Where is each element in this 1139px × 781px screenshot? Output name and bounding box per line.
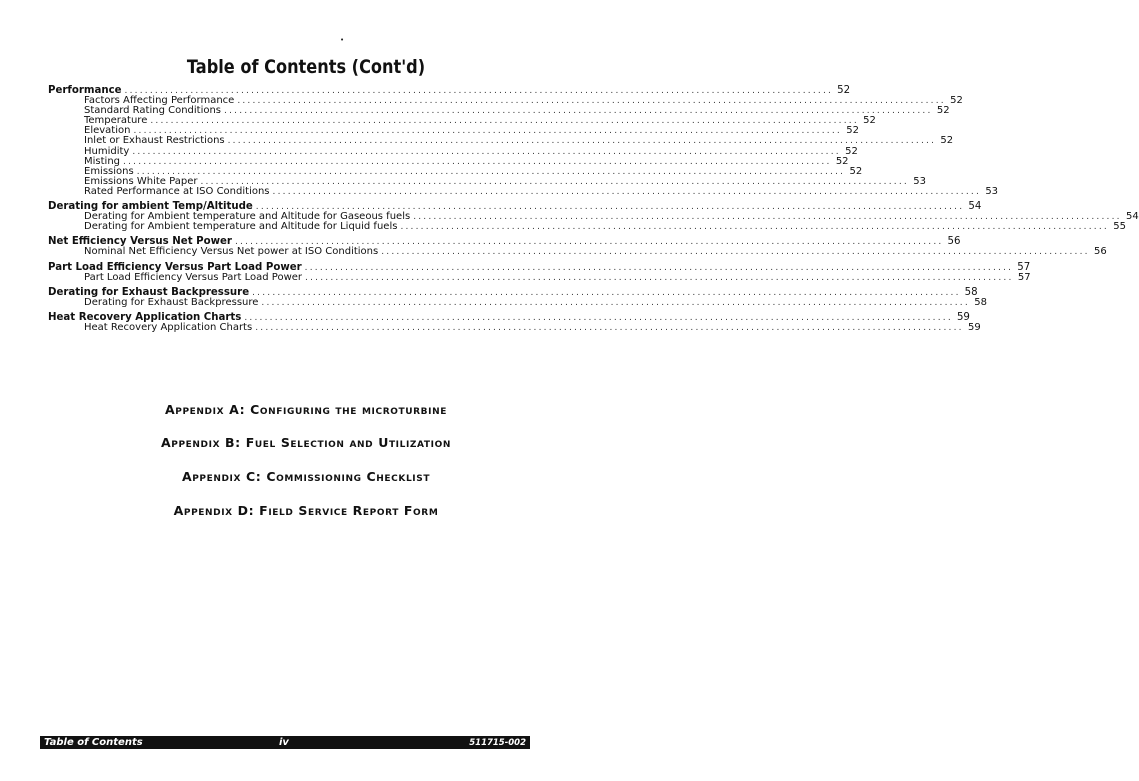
toc-entry-label: Temperature (84, 115, 148, 127)
toc-entry (48, 321, 981, 333)
toc-entry-page: 52 (940, 135, 954, 147)
appendix-c-heading: Appendix C: Commissioning Checklist (181, 469, 431, 484)
toc-entry-page: 52 (837, 85, 851, 96)
toc-entry (48, 246, 1107, 258)
toc-entry-page: 59 (968, 321, 981, 333)
toc-entry-label: Humidity (84, 145, 130, 157)
appendix-a-heading: Appendix A: Configuring the microturbine (165, 402, 447, 417)
footer-document-number: 511715-002 (469, 737, 526, 748)
toc-entry-page: 52 (849, 165, 863, 177)
leader-dots: ............................................................................................................................................ (227, 136, 937, 147)
toc-entry-label: Derating for Ambient temperature and Altitude for Liquid fuels (84, 221, 398, 233)
leader-dots: ............................................................................................................................................ (123, 156, 832, 167)
toc-entry-page: 56 (947, 236, 961, 248)
toc-entry-page: 54 (1125, 211, 1139, 223)
toc-entry-label: Inlet or Exhaust Restrictions (84, 135, 225, 147)
toc-entry-page: 56 (1094, 246, 1107, 258)
leader-dots: ............................................................................................................................................ (255, 322, 964, 333)
toc-entry-label: Standard Rating Conditions (84, 105, 222, 117)
toc-entry-label: Net Efficiency Versus Net Power (48, 236, 232, 248)
leader-dots: ............................................................................................................................................ (252, 287, 961, 298)
toc-entry-page: 52 (835, 155, 849, 167)
footer-section-title: Table of Contents (44, 737, 143, 748)
leader-dots: ............................................................................................................................................ (305, 272, 1014, 283)
toc-entry-label: Part Load Efficiency Versus Part Load Power (48, 261, 302, 273)
toc-entry-label: Derating for ambient Temp/Altitude (48, 201, 253, 213)
toc-entry-label: Nominal Net Efficiency Versus Net power at ISO Conditions (84, 246, 379, 258)
leader-dots: ............................................................................................................................................ (200, 176, 909, 187)
toc-entry-label: Emissions (84, 165, 134, 177)
leader-dots: ............................................................................................................................................ (272, 186, 982, 197)
toc-entry (48, 271, 1031, 283)
toc-entry-page: 52 (846, 125, 859, 137)
toc-entry-page: 58 (974, 296, 987, 308)
toc-entry-label: Derating for Exhaust Backpressure (48, 286, 250, 298)
toc-entry-label: Derating for Exhaust Backpressure (84, 296, 259, 308)
leader-dots: ............................................................................................................................................ (234, 237, 944, 248)
toc-entry-label: Performance (48, 85, 122, 96)
leader-dots: ............................................................................................................................................ (255, 202, 965, 213)
toc-entry-label: Rated Performance at ISO Conditions (84, 185, 270, 197)
leader-dots: ............................................................................................................................................ (400, 222, 1109, 233)
toc-entry-page: 53 (913, 175, 926, 187)
leader-dots: ............................................................................................................................................ (124, 86, 834, 96)
toc-entry-page: 54 (968, 201, 982, 213)
toc-entry (48, 185, 999, 197)
toc-entry-page: 52 (845, 145, 858, 157)
leader-dots: ............................................................................................................................................ (413, 212, 1122, 223)
leader-dots: ............................................................................................................................................ (261, 297, 970, 308)
toc-entry (48, 221, 1126, 233)
leader-dots: ............................................................................................................................................ (381, 247, 1090, 258)
toc-entry-page: 55 (1113, 221, 1126, 233)
leader-dots: ............................................................................................................................................ (136, 166, 846, 177)
toc-entry-label: Elevation (84, 125, 131, 137)
toc-entry-page: 52 (936, 105, 950, 117)
toc-entry-page: 58 (964, 286, 978, 298)
leader-dots: ............................................................................................................................................ (133, 126, 842, 137)
toc-entry-page: 52 (863, 115, 876, 127)
toc-entry-label: Heat Recovery Application Charts (48, 311, 242, 323)
page-title: Table of Contents (Cont'd) (186, 56, 426, 78)
toc-entry-label: Factors Affecting Performance (84, 95, 235, 107)
page-footer (40, 736, 530, 749)
toc-entry-label: Misting (84, 155, 121, 167)
appendix-d-heading: Appendix D: Field Service Report Form (173, 503, 439, 518)
toc-list (48, 85, 1139, 333)
toc-entry-page: 59 (956, 311, 970, 323)
toc-entry-label: Derating for Ambient temperature and Altitude for Gaseous fuels (84, 211, 411, 223)
toc-entry-page: 57 (1017, 261, 1031, 273)
leader-dots: ............................................................................................................................................ (132, 146, 841, 157)
toc-entry (48, 296, 987, 308)
leader-dots: ............................................................................................................................................ (224, 106, 933, 117)
leader-dots: ............................................................................................................................................ (304, 262, 1014, 273)
leader-dots: ............................................................................................................................................ (244, 312, 953, 323)
toc-entry-label: Emissions White Paper (84, 175, 198, 187)
leader-dots: ............................................................................................................................................ (237, 96, 946, 107)
scan-mark: • (340, 36, 345, 44)
toc-entry-page: 52 (950, 95, 963, 107)
toc-entry-page: 57 (1017, 271, 1031, 283)
footer-page-number: iv (279, 737, 289, 748)
leader-dots: ............................................................................................................................................ (150, 116, 859, 127)
toc-entry-label: Heat Recovery Application Charts (84, 321, 253, 333)
toc-entry-label: Part Load Efficiency Versus Part Load Power (84, 271, 303, 283)
toc-entry-page: 53 (985, 185, 999, 197)
appendix-b-heading: Appendix B: Fuel Selection and Utilization (161, 435, 451, 450)
